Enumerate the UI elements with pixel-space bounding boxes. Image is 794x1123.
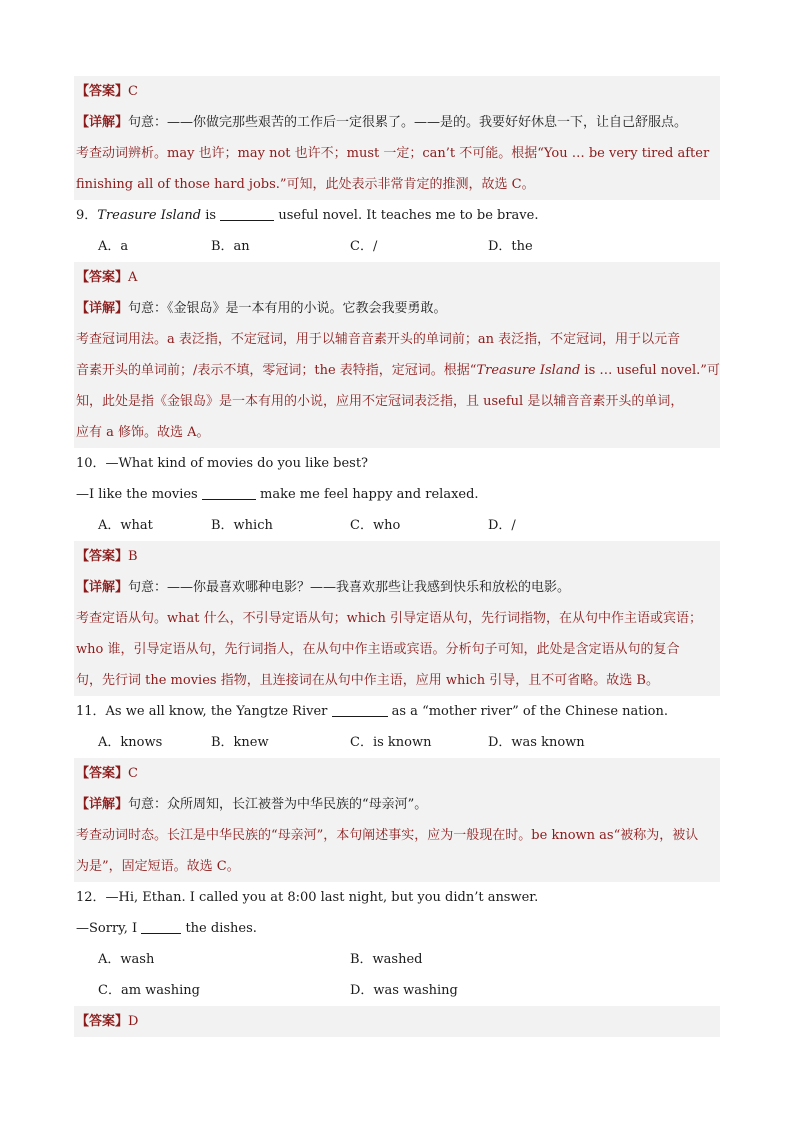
question-stem (74, 479, 720, 510)
document-page (74, 76, 720, 1037)
options-row (74, 231, 720, 262)
detail-line (74, 355, 720, 386)
answer-line (74, 1006, 720, 1037)
stem-text: is (201, 208, 217, 223)
stem-text: —I like the movies (76, 487, 198, 502)
detail-text: 句，先行词 the movies 指物，且连接词在从句中作主语，应用 which 引导，且不可省略。故选 B。 (74, 665, 720, 696)
question-stem (74, 913, 720, 944)
question-stem (74, 448, 720, 479)
detail-text: 知，此处是指《金银岛》是一本有用的小说，应用不定冠词表泛指，且 useful 是以辅音音素开头的单词， (74, 386, 720, 417)
stem-text: —Hi, Ethan. I called you at 8:00 last night, but you didn’t answer. (105, 890, 539, 905)
options-row (74, 944, 720, 975)
option-c: C．/ (350, 239, 378, 254)
option-d: D．was known (488, 735, 585, 750)
answer-value: C (128, 766, 138, 781)
option-b: B．washed (350, 952, 423, 967)
question-stem (74, 882, 720, 913)
detail-text: 应有 a 修饰。故选 A。 (74, 417, 720, 448)
question-number: 9． (76, 208, 98, 223)
answer-blank (202, 485, 256, 500)
question-number: 12． (76, 890, 106, 905)
answer-label: 【答案】 (76, 270, 129, 285)
detail-text: 句意：众所周知，长江被誉为中华民族的“母亲河”。 (128, 797, 428, 812)
answer-label: 【答案】 (76, 766, 129, 781)
book-title: Treasure Island (97, 208, 202, 223)
option-a: A．knows (98, 735, 163, 750)
answer-line (74, 541, 720, 572)
answer-label: 【答案】 (76, 1014, 129, 1029)
detail-text: 句意：《金银岛》是一本有用的小说。它教会我要勇敢。 (128, 301, 447, 316)
question-stem (74, 696, 720, 727)
detail-label: 【详解】 (76, 301, 129, 316)
stem-text: —Sorry, I (76, 921, 138, 936)
answer-line (74, 262, 720, 293)
question-number: 10． (76, 456, 106, 471)
detail-text: who 谁，引导定语从句，先行词指人，在从句中作主语或宾语。分析句子可知，此处是含定语从句的复合 (74, 634, 720, 665)
detail-text: 句意：——你做完那些艰苦的工作后一定很累了。——是的。我要好好休息一下，让自己舒服点。 (128, 115, 688, 130)
answer-value: C (128, 84, 138, 99)
stem-text: the dishes. (181, 921, 257, 936)
stem-text: useful novel. It teaches me to be brave. (274, 208, 539, 223)
detail-label: 【详解】 (76, 580, 129, 595)
option-b: B．an (211, 239, 250, 254)
answer-label: 【答案】 (76, 549, 129, 564)
option-d: D．was washing (350, 983, 458, 998)
stem-text: as a “mother river” of the Chinese nation. (387, 704, 668, 719)
stem-text: —What kind of movies do you like best? (105, 456, 369, 471)
detail-text: 考查动词辨析。may 也许；may not 也许不；must 一定；can’t 不可能。根据“You … be very tired after (74, 138, 720, 169)
detail-line (74, 293, 720, 324)
detail-text: finishing all of those hard jobs.”可知，此处表示非常肯定的推测，故选 C。 (74, 169, 720, 200)
detail-line (74, 107, 720, 138)
option-c: C．is known (350, 735, 432, 750)
option-a: A．wash (98, 952, 155, 967)
answer-blank (332, 702, 388, 717)
detail-text: 句意：——你最喜欢哪种电影？——我喜欢那些让我感到快乐和放松的电影。 (128, 580, 571, 595)
stem-text: As we all know, the Yangtze River (105, 704, 328, 719)
question-number: 11． (76, 704, 106, 719)
option-b: B．which (211, 518, 273, 533)
answer-blank (141, 919, 181, 934)
options-row (74, 727, 720, 758)
detail-label: 【详解】 (76, 115, 129, 130)
book-title: Treasure Island (476, 363, 581, 378)
option-b: B．knew (211, 735, 269, 750)
question-stem (74, 200, 720, 231)
detail-text: 考查冠词用法。a 表泛指，不定冠词，用于以辅音音素开头的单词前；an 表泛指，不定冠词，用于以元音 (74, 324, 720, 355)
answer-value: B (128, 549, 138, 564)
detail-label: 【详解】 (76, 797, 129, 812)
detail-text: is … useful novel.”可 (580, 363, 720, 378)
answer-value: D (128, 1014, 139, 1029)
answer-value: A (128, 270, 138, 285)
option-c: C．who (350, 518, 401, 533)
answer-line (74, 76, 720, 107)
options-row (74, 510, 720, 541)
stem-text: make me feel happy and relaxed. (255, 487, 479, 502)
detail-text: 音素开头的单词前；/表示不填，零冠词；the 表特指，定冠词。根据“ (76, 363, 477, 378)
answer-blank (220, 206, 274, 221)
options-row (74, 975, 720, 1006)
option-d: D．/ (488, 518, 516, 533)
answer-line (74, 758, 720, 789)
option-c: C．am washing (98, 983, 200, 998)
detail-text: 为是”，固定短语。故选 C。 (74, 851, 720, 882)
detail-line (74, 789, 720, 820)
option-a: A．what (98, 518, 153, 533)
detail-line (74, 572, 720, 603)
detail-text: 考查动词时态。长江是中华民族的“母亲河”，本句阐述事实，应为一般现在时。be known as“被称为，被认 (74, 820, 720, 851)
answer-label: 【答案】 (76, 84, 129, 99)
option-a: A．a (98, 239, 129, 254)
option-d: D．the (488, 239, 533, 254)
detail-text: 考查定语从句。what 什么，不引导定语从句；which 引导定语从句，先行词指物，在从句中作主语或宾语； (74, 603, 720, 634)
